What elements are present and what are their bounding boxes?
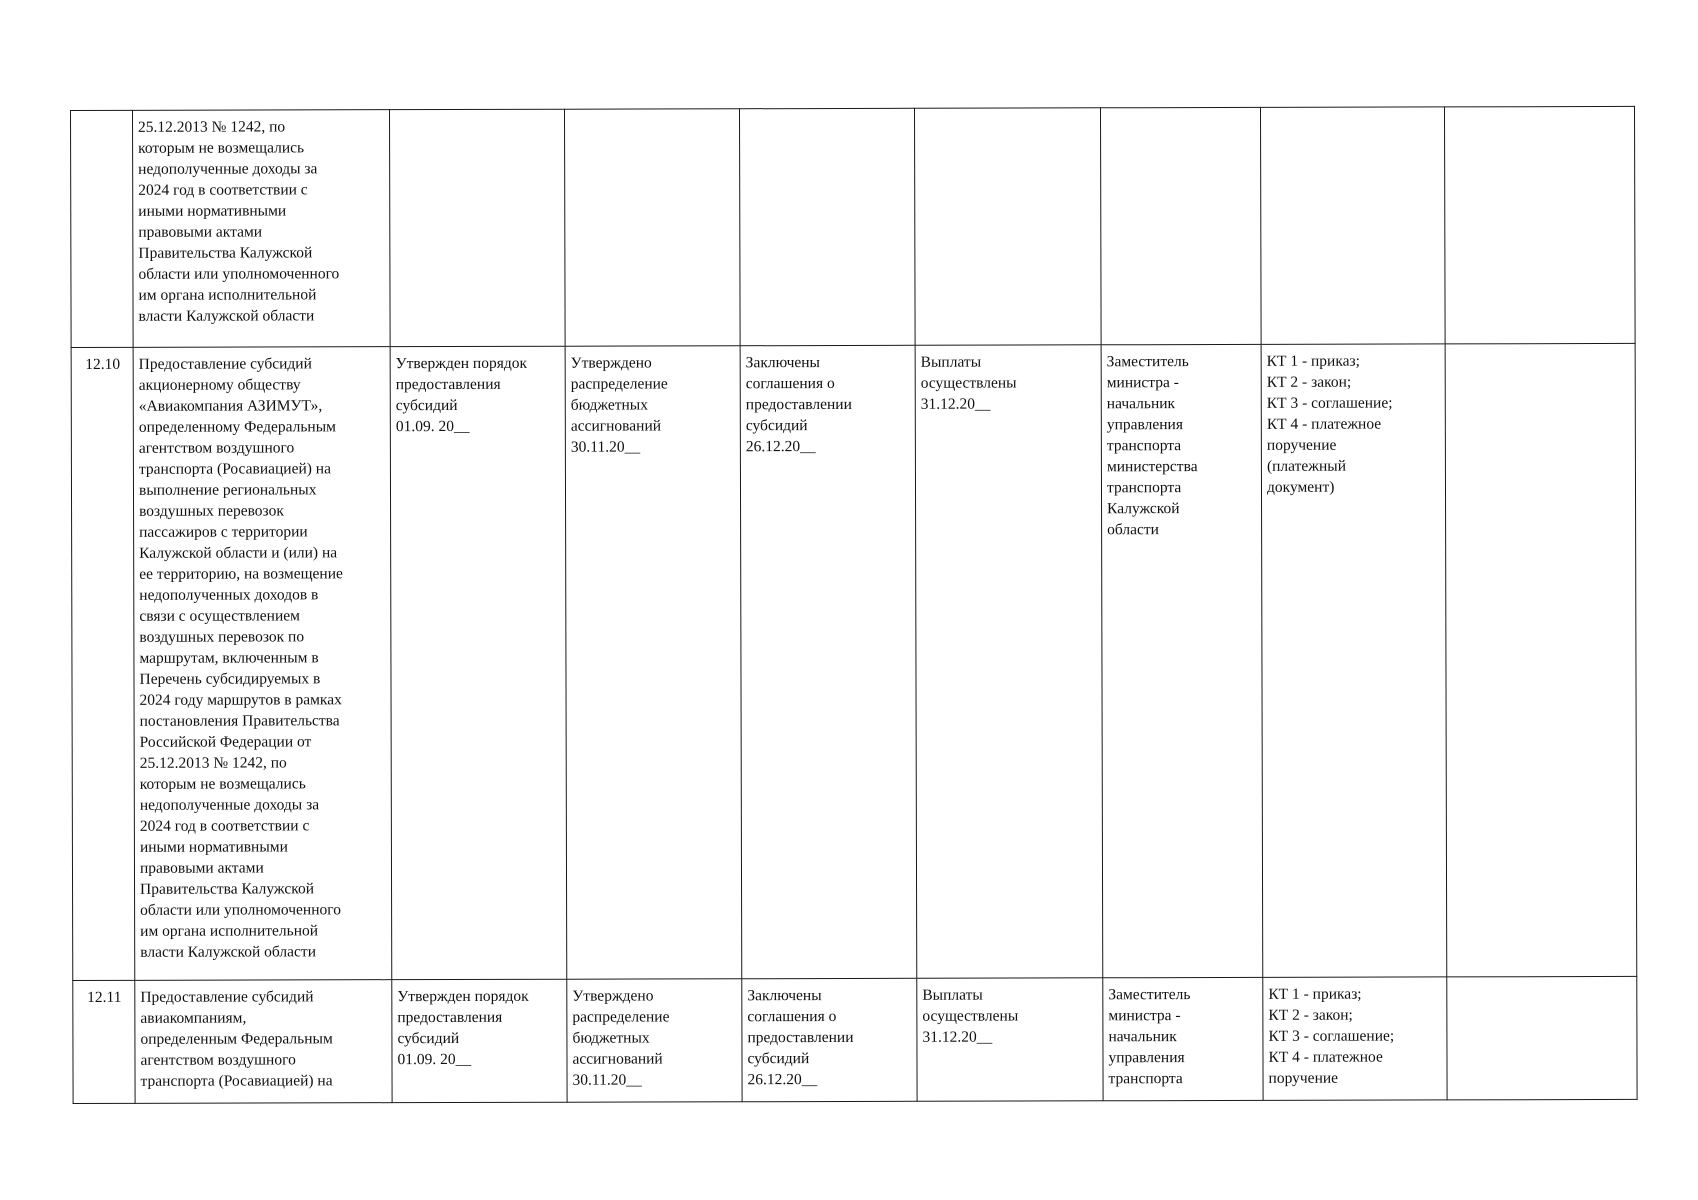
control-point-3-cell xyxy=(739,108,915,345)
measure-cell: 25.12.2013 № 1242, по которым не возмещались недополученные доходы за 2024 год в соответствии с иными нормативными правовыми актами Правительства Калужской области или уполномоченного им органа исполнительной власти Калужской области xyxy=(133,110,391,348)
row-number: 12.10 xyxy=(71,347,135,980)
control-point-4-cell xyxy=(914,108,1101,345)
control-point-3-cell: Заключены соглашения о предоставлении субсидий 26.12.20__ xyxy=(742,978,917,1101)
empty-cell xyxy=(1445,343,1637,976)
documents-cell: КТ 1 - приказ; КТ 2 - закон; КТ 3 - соглашение; КТ 4 - платежное поручение (платежный документ) xyxy=(1261,344,1447,977)
document-sheet xyxy=(70,106,1637,1098)
row-number: 12.11 xyxy=(73,980,135,1103)
control-point-1-cell: Утвержден порядок предоставления субсидий 01.09. 20__ xyxy=(392,979,567,1102)
control-point-2-cell xyxy=(564,109,740,346)
control-points-table xyxy=(70,106,1638,1104)
measure-cell: Предоставление субсидий авиакомпаниям, определенным Федеральным агентством воздушного транспорта (Росавиацией) на xyxy=(135,980,392,1104)
control-point-1-cell xyxy=(390,109,566,346)
responsible-cell: Заместитель министра - начальник управления транспорта министерства транспорта Калужской области xyxy=(1101,344,1263,977)
responsible-cell xyxy=(1100,107,1261,344)
table-row xyxy=(71,343,1637,980)
control-point-3-cell: Заключены соглашения о предоставлении субсидий 26.12.20__ xyxy=(740,345,917,978)
responsible-cell: Заместитель министра - начальник управления транспорта xyxy=(1103,977,1263,1100)
control-point-2-cell: Утверждено распределение бюджетных ассигнований 30.11.20__ xyxy=(567,979,742,1102)
control-point-4-cell: Выплаты осуществлены 31.12.20__ xyxy=(915,345,1103,978)
row-number xyxy=(71,110,134,347)
documents-cell: КТ 1 - приказ; КТ 2 - закон; КТ 3 - соглашение; КТ 4 - платежное поручение xyxy=(1263,977,1447,1100)
control-point-2-cell: Утверждено распределение бюджетных ассигнований 30.11.20__ xyxy=(565,346,742,979)
table-row xyxy=(71,106,1636,347)
empty-cell xyxy=(1447,976,1637,1099)
table-row xyxy=(73,976,1637,1103)
control-point-1-cell: Утвержден порядок предоставления субсидий 01.09. 20__ xyxy=(390,346,567,979)
control-point-4-cell: Выплаты осуществлены 31.12.20__ xyxy=(917,978,1103,1101)
documents-cell xyxy=(1260,107,1445,344)
empty-cell xyxy=(1444,106,1635,343)
measure-cell: Предоставление субсидий акционерному обществу «Авиакомпания АЗИМУТ», определенному Федеральным агентством воздушного транспорта (Росавиацией) на выполнение региональных воздушных перевозок пассажиров с территории Калужской области и (или) на ее территорию, на возмещение недополученных доходов в связи с осуществлением воздушных перевозок по маршрутам, включенным в Перечень субсидируемых в 2024 году маршрутов в рамках постановления Правительства Российской Федерации от 25.12.2013 № 1242, по которым не возмещались недополученные доходы за 2024 год в соответствии с иными нормативными правовыми актами Правительства Калужской области или уполномоченного им органа исполнительной власти Калужской области xyxy=(133,347,392,981)
